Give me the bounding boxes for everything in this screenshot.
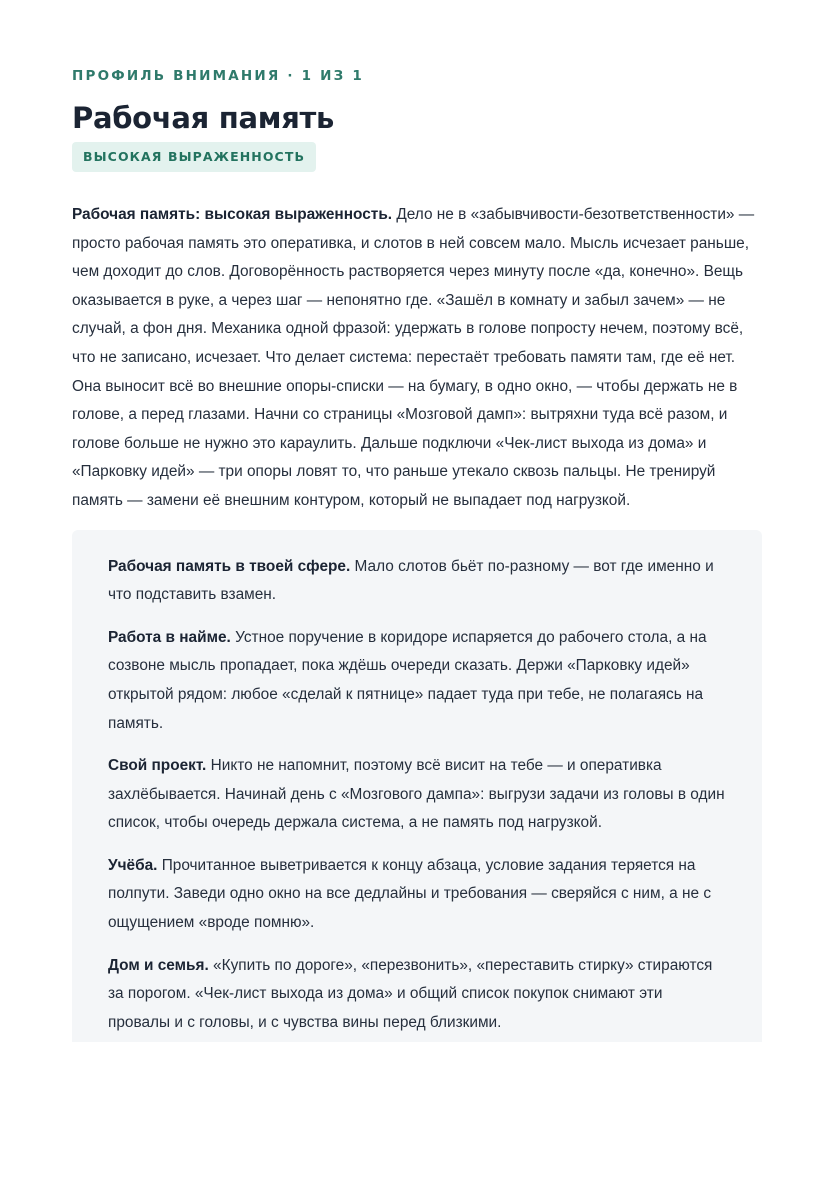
sphere-item-text: Мало слотов бьёт по-разному — вот где именно и что подставить взамен. [108,557,714,604]
sphere-item-text: Устное поручение в коридоре испаряется до рабочего стола, а на созвоне мысль пропадает, пока ждёшь очереди сказать. Держи «Парковку идей» открытой рядом: любое «сделай к пятнице» падает туда при тебе, не полагаясь на память. [108,628,707,732]
attention-profile-page [72,66,762,1042]
intro-paragraph [72,201,762,516]
sphere-item-project [108,752,726,838]
severity-badge: ВЫСОКАЯ ВЫРАЖЕННОСТЬ [72,142,316,172]
sphere-item-text: Прочитанное выветривается к концу абзаца, условие задания теряется на полпути. Заведи одно окно на все дедлайны и требования — сверяйся с ним, а не с ощущением «вроде помню». [108,856,712,932]
sphere-panel [72,530,762,1042]
sphere-item-lead: Свой проект. [108,757,207,775]
sphere-item-text: «Купить по дороге», «перезвонить», «переставить стирку» стираются за порогом. «Чек-лист выхода из дома» и общий список покупок снимают эти провалы и с головы, и с чувства вины перед близкими. [108,956,713,1031]
intro-lead: Рабочая память: высокая выраженность. [72,206,393,223]
sphere-item-lead: Дом и семья. [108,956,209,974]
sphere-item-lead: Работа в найме. [108,628,231,646]
sphere-item-text: Никто не напомнит, поэтому всё висит на тебе — и оперативка захлёбывается. Начинай день с «Мозгового дампа»: выгрузи задачи из головы в один список, чтобы очередь держала система, а не память под нагрузкой. [108,757,725,832]
sphere-item-study [108,852,726,938]
profile-eyebrow: ПРОФИЛЬ ВНИМАНИЯ · 1 ИЗ 1 [72,68,364,84]
sphere-item-lead: Рабочая память в твоей сфере. [108,557,351,575]
sphere-item-intro [108,553,726,610]
intro-text: Дело не в «забывчивости-безответственности» — просто рабочая память это оперативка, и слотов в ней совсем мало. Мысль исчезает раньше, чем доходит до слов. Договорённость растворяется через минуту после «да, конечно». Вещь оказывается в руке, а через шаг — непонятно где. «Зашёл в комнату и забыл зачем» — не случай, а фон дня. Механика одной фразой: удержать в голове попросту нечем, поэтому всё, что не записано, исчезает. Что делает система: перестаёт требовать памяти там, где её нет. Она выносит всё во внешние опоры-списки — на бумагу, в одно окно, — чтобы держать не в голове, а перед глазами. Начни со страницы «Мозговой дамп»: вытряхни туда всё разом, и голове больше не нужно это караулить. Дальше подключи «Чек-лист выхода из дома» и «Парковку идей» — три опоры ловят то, что раньше утекало сквозь пальцы. Не тренируй память — замени её внешним контуром, который не выпадает под нагрузкой. [72,206,755,509]
sphere-item-home [108,952,726,1038]
sphere-item-work [108,624,726,738]
page-title: Рабочая память [72,101,335,135]
sphere-item-lead: Учёба. [108,856,158,874]
